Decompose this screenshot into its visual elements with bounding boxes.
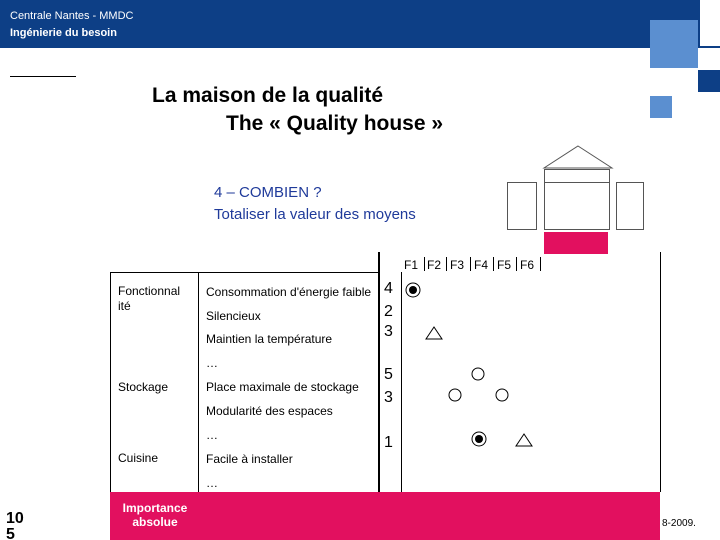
weight-maintien: 3 [384, 323, 393, 340]
criterion-place: Place maximale de stockage [206, 380, 359, 394]
function-f1: F1 [404, 258, 419, 272]
step-title: 4 – COMBIEN ? [214, 184, 322, 201]
function-f6: F6 [520, 258, 535, 272]
footer-date: 8-2009. [662, 518, 696, 529]
medium-relation-icon [447, 387, 463, 403]
importance-label [112, 501, 198, 529]
weight-place: 5 [384, 366, 393, 383]
page-number-part2: 5 [6, 526, 15, 540]
weak-relation-icon [514, 432, 534, 448]
weight-silencieux: 2 [384, 303, 393, 320]
criterion-installer: Facile à installer [206, 452, 293, 466]
school-name: Centrale Nantes - MMDC [10, 10, 134, 22]
criterion-consommation: Consommation d'énergie faible [206, 285, 372, 299]
function-f3: F3 [450, 258, 465, 272]
criterion-maintien: Maintien la température [206, 332, 333, 346]
strong-relation-icon [470, 430, 488, 448]
header-band [0, 0, 720, 48]
house-roof-icon [540, 144, 616, 170]
group-stockage: Stockage [118, 380, 169, 394]
function-f4: F4 [474, 258, 489, 272]
group-cuisine: Cuisine [118, 451, 159, 465]
page-number: 10 [6, 510, 24, 527]
page-subtitle: The « Quality house » [226, 112, 444, 135]
weight-consommation: 4 [384, 280, 393, 297]
strong-relation-icon [404, 281, 422, 299]
medium-relation-icon [494, 387, 510, 403]
criterion-ellipsis-3: … [206, 476, 218, 490]
weight-installer: 1 [384, 434, 393, 451]
group-fonctionnalite-line2: ité [118, 299, 131, 313]
importance-label-line2: absolue [132, 515, 178, 529]
criterion-ellipsis-2: … [206, 428, 218, 442]
group-fonctionnalite-line1: Fonctionnal [118, 284, 181, 298]
step-description: Totaliser la valeur des moyens [214, 206, 416, 223]
header-rule [10, 76, 76, 77]
criterion-silencieux: Silencieux [206, 309, 261, 323]
criterion-ellipsis-1: … [206, 356, 218, 370]
function-f5: F5 [497, 258, 512, 272]
medium-relation-icon [470, 366, 486, 382]
weight-modularite: 3 [384, 389, 393, 406]
course-name: Ingénierie du besoin [10, 27, 117, 39]
page-title: La maison de la qualité [152, 84, 384, 107]
importance-label-line1: Importance [122, 501, 188, 515]
weak-relation-icon [424, 325, 444, 341]
criterion-modularite: Modularité des espaces [206, 404, 333, 418]
function-f2: F2 [427, 258, 442, 272]
